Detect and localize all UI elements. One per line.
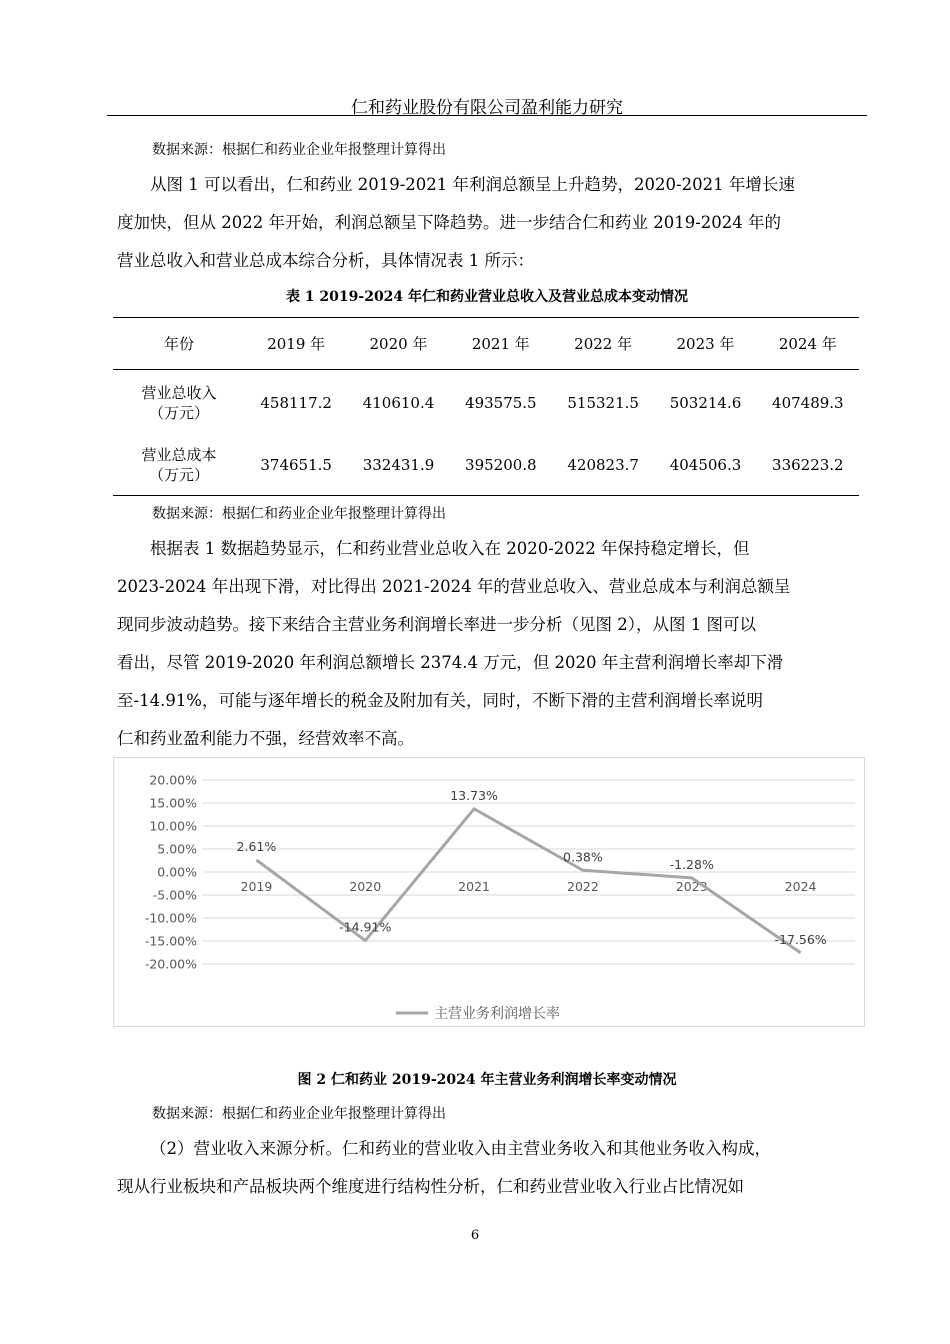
row-label-unit: （万元）	[148, 466, 209, 485]
header-cell: 2023 年	[676, 335, 735, 353]
table-cell: 374651.5	[260, 456, 332, 475]
y-tick-label: 5.00%	[157, 841, 197, 857]
text-line: 根据表 1 数据趋势显示，仁和药业营业总收入在 2020-2022 年保持稳定增长，但	[150, 539, 750, 558]
table-cell: 395200.8	[465, 456, 537, 475]
table-caption: 表 1 2019-2024 年仁和药业营业总收入及营业总成本变动情况	[285, 289, 689, 305]
table-cell: 458117.2	[260, 393, 332, 412]
text-line: 现同步波动趋势。接下来结合主营业务利润增长率进一步分析（见图 2），从图 1 图可以	[117, 615, 756, 634]
header-cell: 2020 年	[369, 335, 428, 353]
table-cell: 332431.9	[362, 456, 435, 475]
table-cell: 410610.4	[362, 393, 435, 412]
y-tick-label: -15.00%	[144, 933, 197, 949]
y-tick-label: 15.00%	[149, 795, 197, 811]
data-label: -17.56%	[774, 931, 827, 947]
x-tick-label: 2020	[349, 879, 382, 894]
text-line: （2）营业收入来源分析。仁和药业的营业收入由主营业务收入和其他业务收入构成，	[150, 1139, 771, 1158]
header-cell: 2024 年	[778, 335, 837, 353]
paragraph-2	[117, 530, 859, 758]
x-tick-label: 2023	[675, 879, 708, 894]
text-line: 至-14.91%，可能与逐年增长的税金及附加有关，同时，不断下滑的主营利润增长率说明	[117, 691, 763, 710]
source-note: 数据来源：根据仁和药业企业年报整理计算得出	[152, 142, 446, 158]
table-cell: 493575.5	[465, 393, 537, 412]
figure-caption: 图 2 仁和药业 2019-2024 年主营业务利润增长率变动情况	[297, 1072, 677, 1088]
running-header: 仁和药业股份有限公司盈利能力研究	[351, 98, 623, 118]
data-label: 13.73%	[450, 787, 498, 803]
x-tick-label: 2021	[458, 879, 490, 894]
y-tick-label: -5.00%	[152, 887, 197, 903]
text-line: 从图 1 可以看出，仁和药业 2019-2021 年利润总额呈上升趋势，2020-2021 年增长速	[150, 175, 795, 194]
x-tick-label: 2019	[240, 879, 273, 894]
chart-svg	[114, 758, 864, 1026]
table-cell: 336223.2	[772, 456, 844, 475]
header-cell: 2019 年	[267, 335, 326, 353]
paragraph-1	[117, 166, 859, 280]
page-number: 6	[470, 1228, 480, 1243]
y-tick-label: -20.00%	[144, 956, 197, 972]
header-cell: 年份	[163, 335, 194, 353]
y-tick-label: 10.00%	[149, 818, 197, 834]
header-cell: 2022 年	[574, 335, 633, 353]
source-note: 数据来源：根据仁和药业企业年报整理计算得出	[152, 506, 446, 522]
header-cell: 2021 年	[471, 335, 530, 353]
table-cell: 404506.3	[669, 456, 742, 475]
row-label	[113, 370, 245, 436]
growth-rate-chart	[113, 757, 865, 1027]
table-cell: 503214.6	[669, 393, 742, 412]
data-label: 2.61%	[236, 838, 277, 854]
text-line: 营业总收入和营业总成本综合分析，具体情况表 1 所示：	[117, 251, 534, 270]
source-note: 数据来源：根据仁和药业企业年报整理计算得出	[152, 1106, 446, 1122]
table-cell: 420823.7	[567, 456, 639, 475]
series-line	[256, 809, 800, 953]
text-line: 现从行业板块和产品板块两个维度进行结构性分析，仁和药业营业收入行业占比情况如	[117, 1177, 744, 1196]
table-row	[113, 436, 859, 496]
paragraph-3	[117, 1130, 859, 1206]
row-label-text: 营业总成本	[141, 446, 217, 465]
revenue-cost-table	[113, 317, 859, 496]
text-line: 2023-2024 年出现下滑，对比得出 2021-2024 年的营业总收入、营业总成本与利润总额呈	[117, 577, 791, 596]
table-cell: 515321.5	[567, 393, 639, 412]
table-cell: 407489.3	[772, 393, 844, 412]
row-label-text: 营业总收入	[141, 383, 217, 402]
header-rule	[107, 115, 867, 116]
data-label: -14.91%	[339, 919, 392, 935]
table-row	[113, 370, 859, 436]
row-label-unit: （万元）	[148, 403, 209, 422]
legend-label: 主营业务利润增长率	[434, 1006, 560, 1022]
y-tick-label: 0.00%	[157, 864, 197, 880]
x-tick-label: 2022	[567, 879, 599, 894]
row-label	[113, 436, 245, 496]
table-header-row	[113, 318, 859, 370]
text-line: 仁和药业盈利能力不强，经营效率不高。	[117, 729, 414, 748]
y-tick-label: -10.00%	[144, 910, 197, 926]
y-tick-label: 20.00%	[149, 772, 197, 788]
data-label: 0.38%	[563, 849, 603, 865]
text-line: 看出，尽管 2019-2020 年利润总额增长 2374.4 万元，但 2020 年主营利润增长率却下滑	[117, 653, 784, 672]
x-tick-label: 2024	[784, 879, 817, 894]
text-line: 度加快，但从 2022 年开始，利润总额呈下降趋势。进一步结合仁和药业 2019-2024 年的	[117, 213, 782, 232]
data-label: -1.28%	[669, 856, 714, 872]
